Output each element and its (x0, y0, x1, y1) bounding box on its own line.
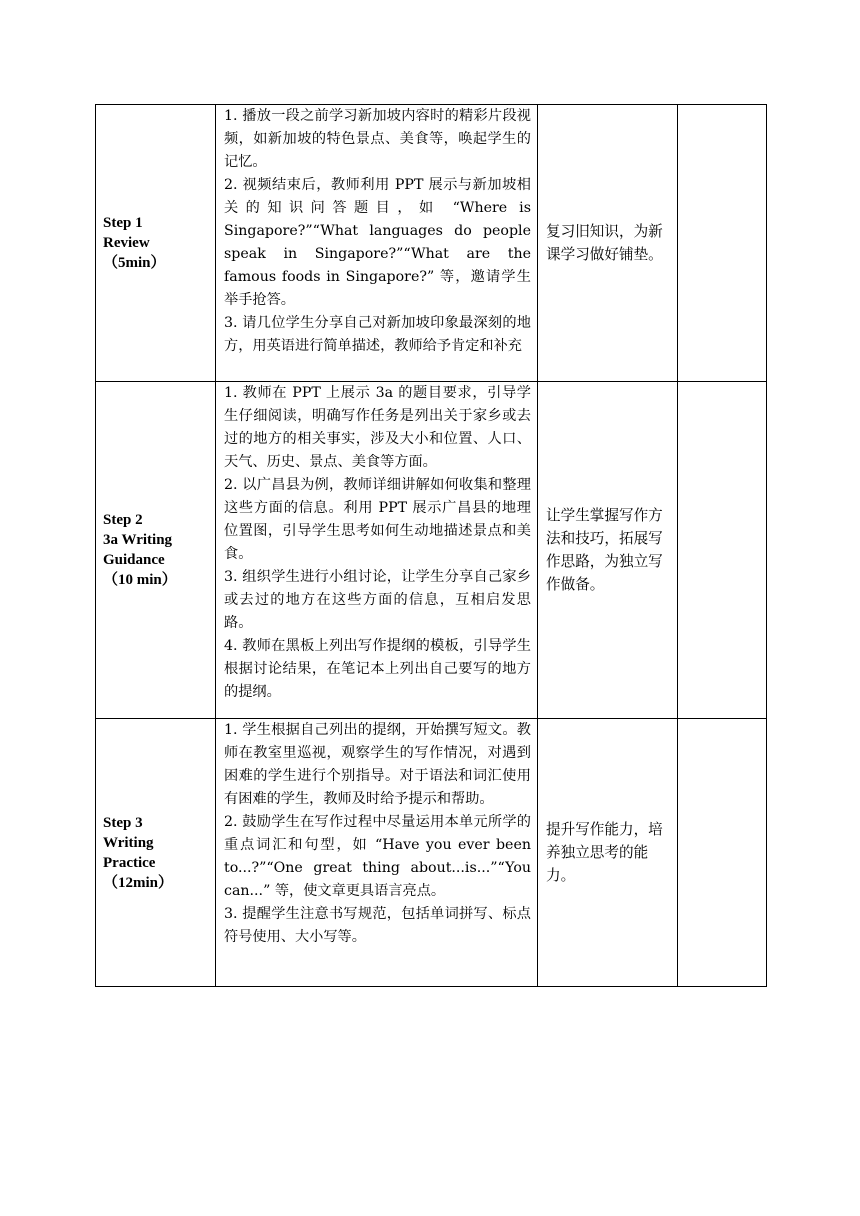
step-title-line: 3a Writing (103, 532, 173, 548)
purpose-cell: 复习旧知识，为新课学习做好铺垫。 (538, 105, 678, 382)
procedure-cell (216, 382, 538, 719)
step-number: Step 2 (103, 512, 143, 528)
step-duration: （12min） (103, 874, 174, 891)
procedure-item: 1. 教师在 PPT 上展示 3a 的题目要求，引导学生仔细阅读，明确写作任务是列出关于家乡或去过的地方的相关事实，涉及大小和位置、人口、天气、历史、景点、美食等方面。 (224, 385, 531, 470)
step-title-line: Guidance (103, 552, 165, 568)
table-row-step-2 (96, 382, 767, 719)
step-cell (96, 719, 216, 987)
procedure-item: 3. 组织学生进行小组讨论，让学生分享自己家乡或去过的地方在这些方面的信息，互相启发思路。 (224, 569, 531, 631)
step-cell (96, 105, 216, 382)
procedure-item: 2. 鼓励学生在写作过程中尽量运用本单元所学的重点词汇和句型，如 “Have you ever been to...?”“One great thing about...is...”“You can...” 等，使文章更具语言亮点。 (224, 814, 531, 899)
procedure-item: 1. 学生根据自己列出的提纲，开始撰写短文。教师在教室里巡视，观察学生的写作情况，对遇到困难的学生进行个别指导。对于语法和词汇使用有困难的学生，教师及时给予提示和帮助。 (224, 722, 531, 807)
purpose-cell: 让学生掌握写作方法和技巧，拓展写作思路，为独立写作做备。 (538, 382, 678, 719)
step-duration: （5min） (103, 255, 166, 271)
step-cell (96, 382, 216, 719)
table-row-step-1 (96, 105, 767, 382)
procedure-item: 4. 教师在黑板上列出写作提纲的模板，引导学生根据讨论结果，在笔记本上列出自己要写的地方的提纲。 (224, 638, 531, 700)
step-duration: （10 min） (103, 572, 177, 588)
step-title-line: Writing (103, 834, 154, 851)
step-title-line: Review (103, 235, 150, 251)
notes-cell (678, 382, 767, 719)
procedure-item: 2. 视频结束后，教师利用 PPT 展示与新加坡相关的知识问答题目，如 “Where is Singapore?”“What languages do people speak in Singapore?”“What are the famous foods in Singapore?” 等，邀请学生举手抢答。 (224, 177, 531, 308)
step-number: Step 3 (103, 814, 143, 831)
step-number: Step 1 (103, 215, 143, 231)
procedure-item: 1. 播放一段之前学习新加坡内容时的精彩片段视频，如新加坡的特色景点、美食等，唤起学生的记忆。 (224, 108, 531, 170)
procedure-cell (216, 719, 538, 987)
purpose-cell: 提升写作能力，培养独立思考的能力。 (538, 719, 678, 987)
procedure-item: 3. 请几位学生分享自己对新加坡印象最深刻的地方，用英语进行简单描述，教师给予肯定和补充 (224, 315, 531, 354)
step-title-line: Practice (103, 854, 156, 871)
notes-cell (678, 105, 767, 382)
procedure-item: 2. 以广昌县为例，教师详细讲解如何收集和整理这些方面的信息。利用 PPT 展示广昌县的地理位置图，引导学生思考如何生动地描述景点和美食。 (224, 477, 531, 562)
procedure-item: 3. 提醒学生注意书写规范，包括单词拼写、标点符号使用、大小写等。 (224, 906, 531, 945)
procedure-cell (216, 105, 538, 382)
lesson-plan-table (95, 104, 767, 987)
table-row-step-3 (96, 719, 767, 987)
notes-cell (678, 719, 767, 987)
